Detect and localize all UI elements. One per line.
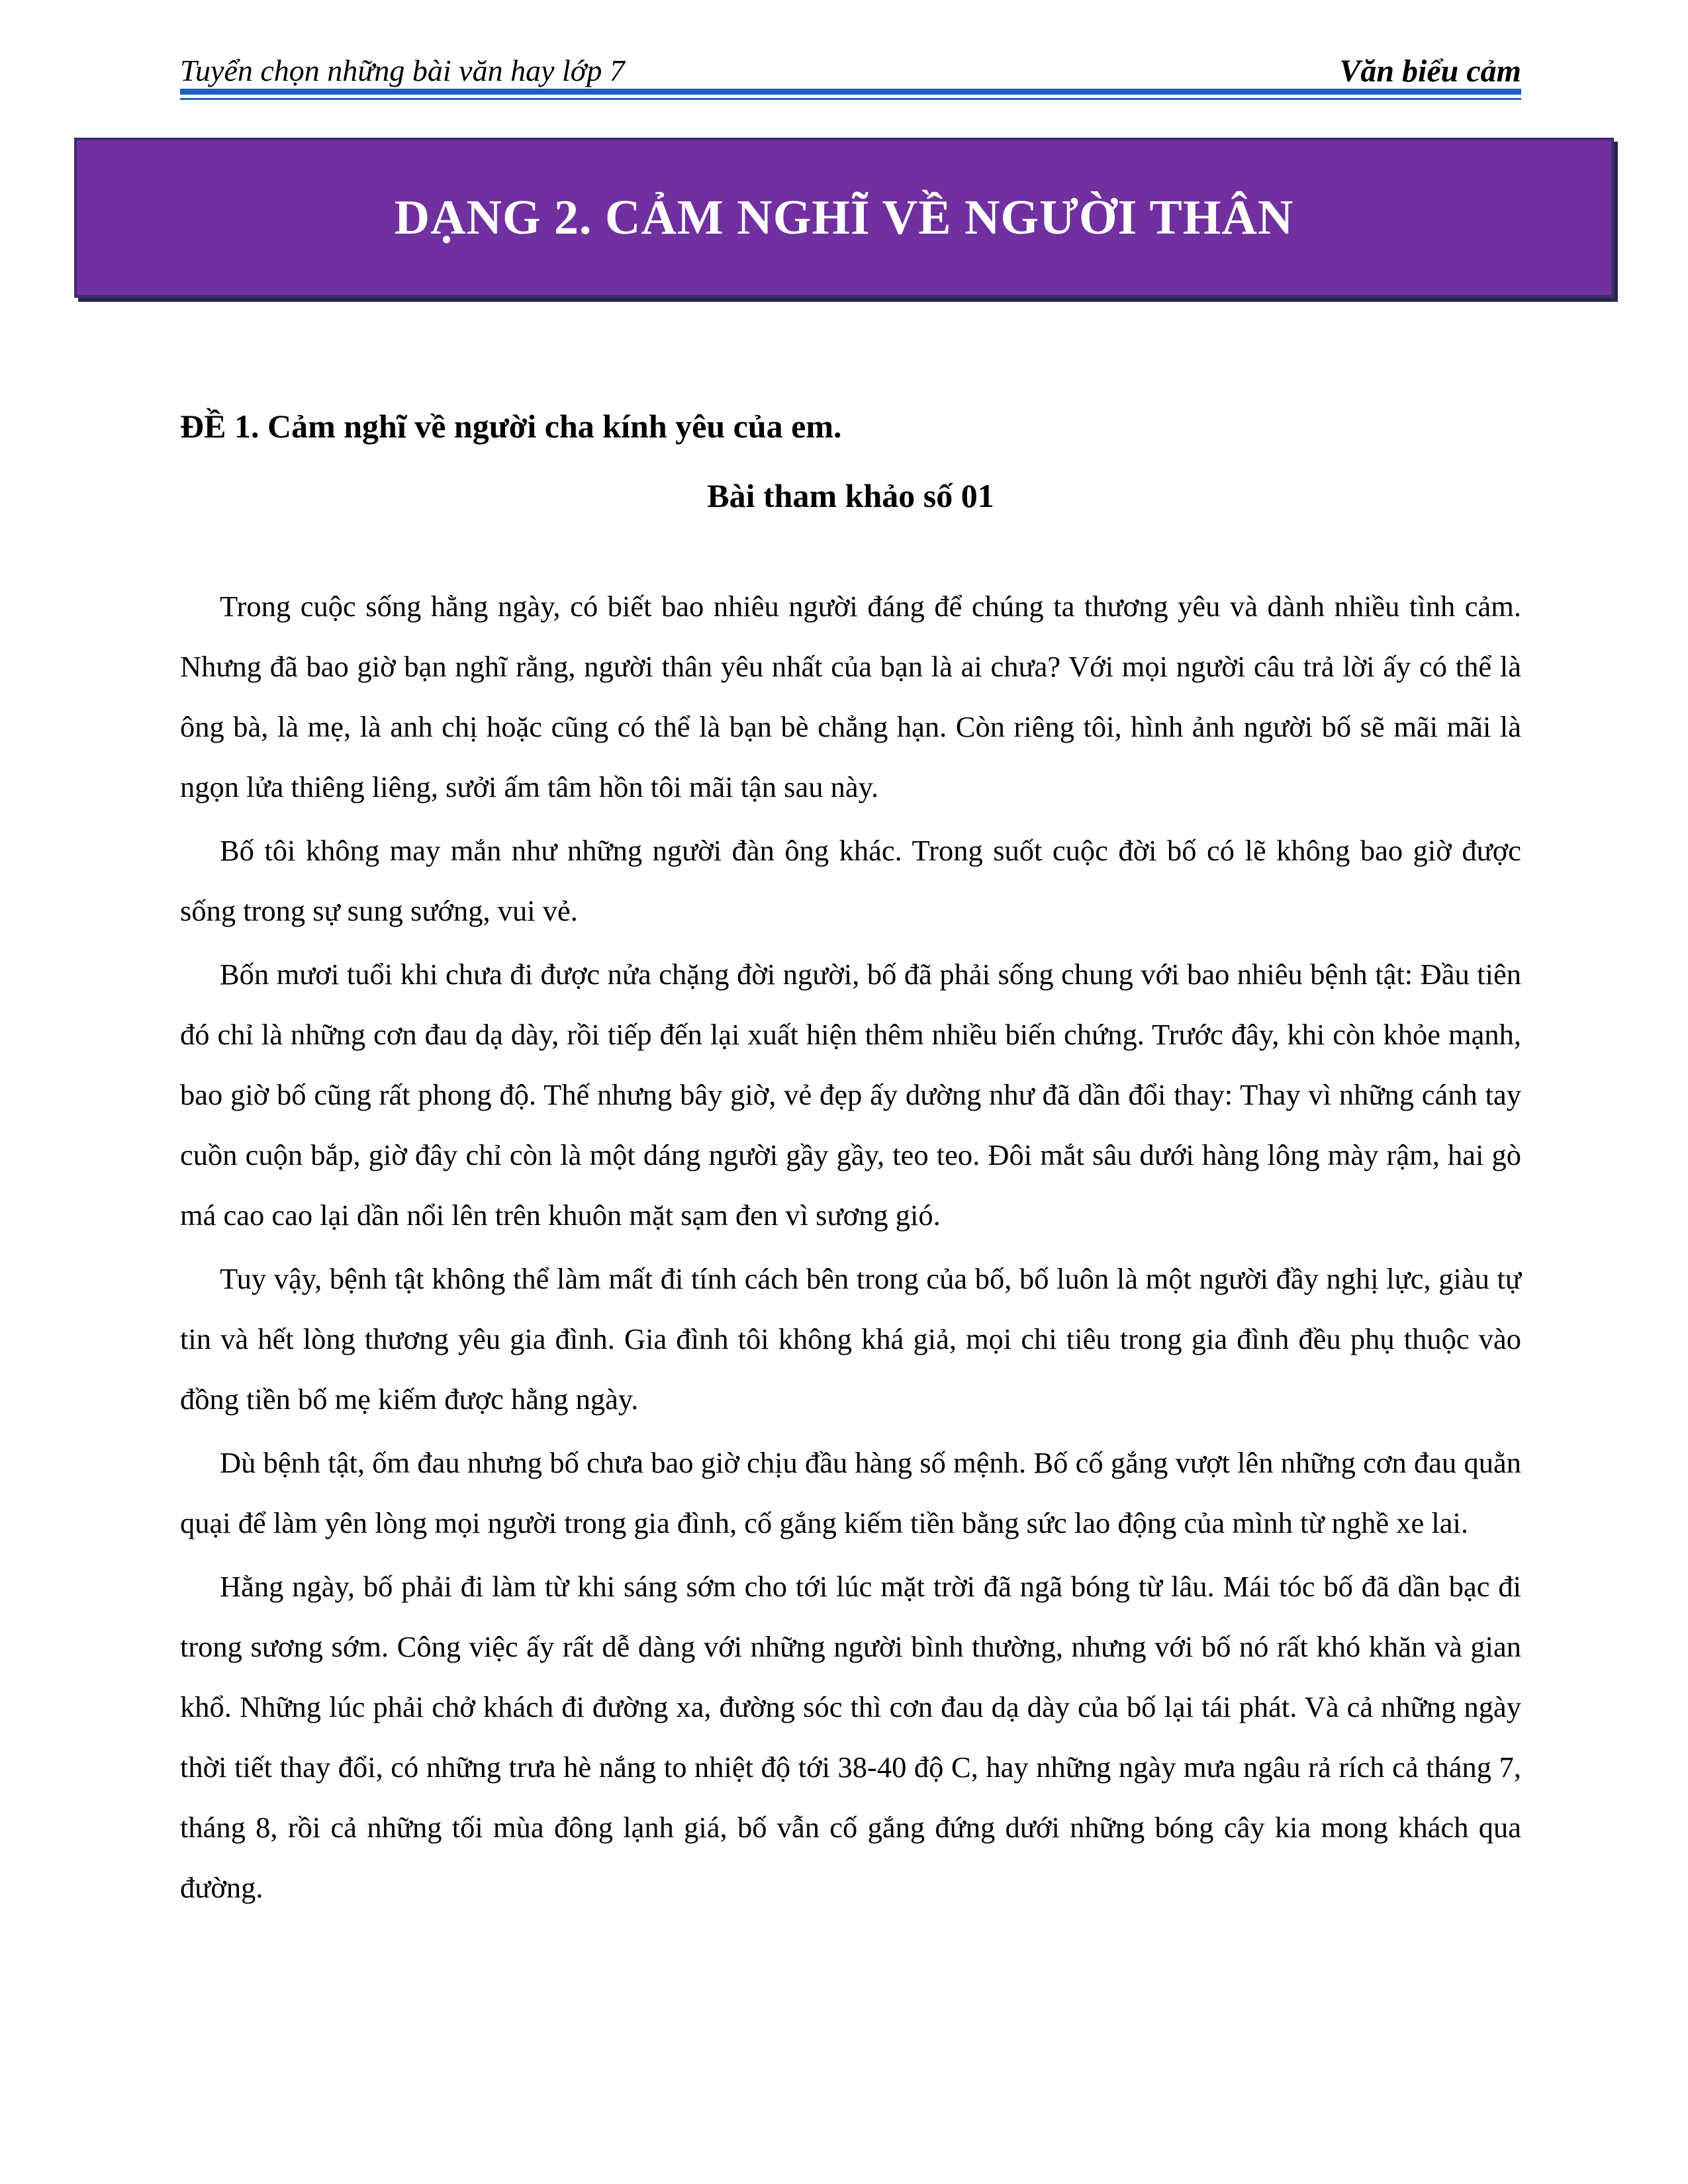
paragraph-4: Tuy vậy, bệnh tật không thể làm mất đi tính cách bên trong của bố, bố luôn là một người đầy nghị lực, giàu tự tin và hết lòng thương yêu gia đình. Gia đình tôi không khá giả, mọi chi tiêu trong gia đình đều phụ thuộc vào đồng tiền bố mẹ kiếm được hằng ngày. — [180, 1262, 1521, 1416]
header-rule-thin — [180, 98, 1521, 100]
essay-body — [180, 576, 1521, 1921]
banner-title: DẠNG 2. CẢM NGHĨ VỀ NGƯỜI THÂN — [394, 190, 1294, 245]
reference-subtitle: Bài tham khảo số 01 — [707, 477, 994, 514]
question-heading: ĐỀ 1. Cảm nghĩ về người cha kính yêu của em. — [180, 408, 842, 445]
header-book-title: Tuyển chọn những bài văn hay lớp 7 — [180, 54, 625, 87]
header-rule-thick — [180, 89, 1521, 95]
paragraph-5: Dù bệnh tật, ốm đau nhưng bố chưa bao giờ chịu đầu hàng số mệnh. Bố cố gắng vượt lên những cơn đau quằn quại để làm yên lòng mọi người trong gia đình, cố gắng kiếm tiền bằng sức lao động của mình từ nghề xe lai. — [180, 1446, 1521, 1539]
paragraph-3: Bốn mươi tuổi khi chưa đi được nửa chặng đời người, bố đã phải sống chung với bao nhiêu bệnh tật: Đầu tiên đó chỉ là những cơn đau dạ dày, rồi tiếp đến lại xuất hiện thêm nhiều biến chứng. Trước đây, khi còn khỏe mạnh, bao giờ bố cũng rất phong độ. Thế nhưng bây giờ, vẻ đẹp ấy dường như đã dần đổi thay: Thay vì những cánh tay cuồn cuộn bắp, giờ đây chỉ còn là một dáng người gầy gầy, teo teo. Đôi mắt sâu dưới hàng lông mày rậm, hai gò má cao cao lại dần nổi lên trên khuôn mặt sạm đen vì sương gió. — [180, 958, 1521, 1232]
header-section-title: Văn biểu cảm — [1339, 54, 1521, 89]
paragraph-1: Trong cuộc sống hằng ngày, có biết bao nhiêu người đáng để chúng ta thương yêu và dành nhiều tình cảm. Nhưng đã bao giờ bạn nghĩ rằng, người thân yêu nhất của bạn là ai chưa? Với mọi người câu trả lời ấy có thể là ông bà, là mẹ, là anh chị hoặc cũng có thể là bạn bè chẳng hạn. Còn riêng tôi, hình ảnh người bố sẽ mãi mãi là ngọn lửa thiêng liêng, sưởi ấm tâm hồn tôi mãi tận sau này. — [180, 590, 1521, 803]
paragraph-2: Bố tôi không may mắn như những người đàn ông khác. Trong suốt cuộc đời bố có lẽ không bao giờ được sống trong sự sung sướng, vui vẻ. — [180, 834, 1521, 927]
paragraph-6: Hằng ngày, bố phải đi làm từ khi sáng sớm cho tới lúc mặt trời đã ngã bóng từ lâu. Mái tóc bố đã dần bạc đi trong sương sớm. Công việc ấy rất dễ dàng với những người bình thường, nhưng với bố nó rất khó khăn và gian khổ. Những lúc phải chở khách đi đường xa, đường sóc thì cơn đau dạ dày của bố lại tái phát. Và cả những ngày thời tiết thay đổi, có những trưa hè nắng to nhiệt độ tới 38-40 độ C, hay những ngày mưa ngâu rả rích cả tháng 7, tháng 8, rồi cả những tối mùa đông lạnh giá, bố vẫn cố gắng đứng dưới những bóng cây kia mong khách qua đường. — [180, 1570, 1521, 1904]
section-banner — [74, 138, 1614, 298]
